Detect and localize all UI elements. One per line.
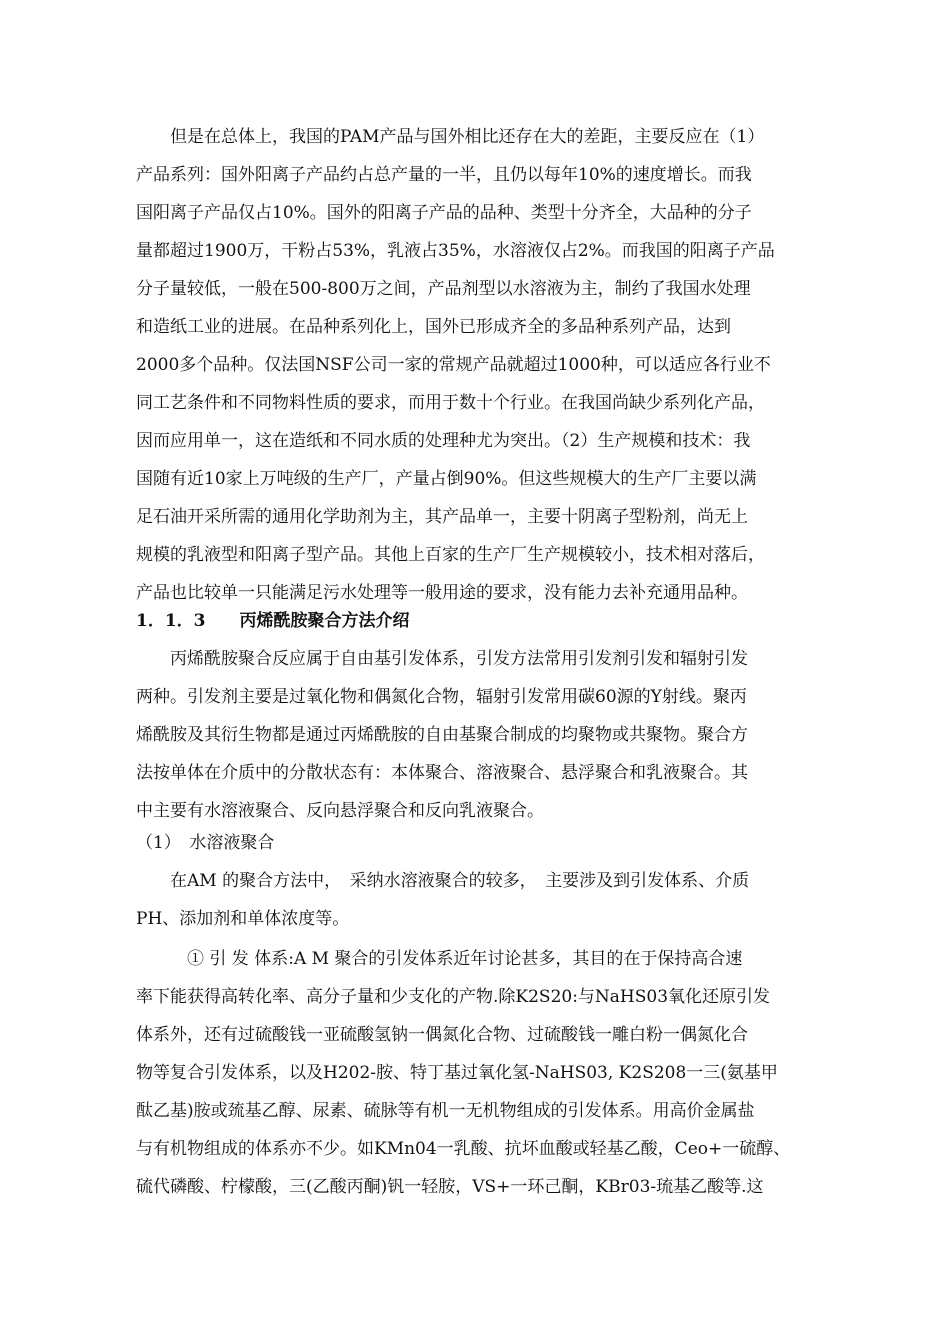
paragraph-line: 因而应用单一，这在造纸和不同水质的处理种尤为突出。（2）生产规模和技术：我 <box>136 431 751 451</box>
paragraph-line: 产品系列：国外阳离子产品约占总产量的一半，且仍以每年10%的速度增长。而我 <box>136 165 752 185</box>
paragraph-line: 同工艺条件和不同物料性质的要求，而用于数十个行业。在我国尚缺少系列化产品， <box>136 393 765 413</box>
paragraph-line: 中主要有水溶液聚合、反向悬浮聚合和反向乳液聚合。 <box>136 801 544 821</box>
paragraph-line: ① 引 发 体系:A M 聚合的引发体系近年讨论甚多，其目的在于保持高合速 <box>136 949 743 969</box>
paragraph-line: 硫代磷酸、柠檬酸，三(乙酸丙酮)钒一轻胺，VS+一环己酮，KBr03-琉基乙酸等.这 <box>136 1177 764 1197</box>
paragraph-line: 国随有近10家上万吨级的生产厂，产量占倒90%。但这些规模大的生产厂主要以满 <box>136 469 757 489</box>
paragraph-line: 烯酰胺及其衍生物都是通过丙烯酰胺的自由基聚合制成的均聚物或共聚物。聚合方 <box>136 725 748 745</box>
paragraph-line: 体系外，还有过硫酸钱一亚硫酸氢钠一偶氮化合物、过硫酸钱一雕白粉一偶氮化合 <box>136 1025 748 1045</box>
paragraph-line: 酞乙基)胺或巯基乙醇、尿素、硫脉等有机一无机物组成的引发体系。用高价金属盐 <box>136 1101 755 1121</box>
paragraph-line: 在AM 的聚合方法中， 采纳水溶液聚合的较多， 主要涉及到引发体系、介质 <box>136 871 750 891</box>
paragraph-line: 法按单体在介质中的分散状态有：本体聚合、溶液聚合、悬浮聚合和乳液聚合。其 <box>136 763 748 783</box>
section-heading: 1．1．3 丙烯酰胺聚合方法介绍 <box>136 611 410 631</box>
paragraph-line: 国阳离子产品仅占10%。国外的阳离子产品的品种、类型十分齐全，大品种的分子 <box>136 203 752 223</box>
paragraph-line: 丙烯酰胺聚合反应属于自由基引发体系，引发方法常用引发剂引发和辐射引发 <box>136 649 748 669</box>
paragraph-line: 规模的乳液型和阳离子型产品。其他上百家的生产厂生产规模较小，技术相对落后， <box>136 545 765 565</box>
paragraph-line: 率下能获得高转化率、高分子量和少支化的产物.除K2S20:与NaHS03氧化还原引发 <box>136 987 771 1007</box>
paragraph-line: 与有机物组成的体系亦不少。如KMn04一乳酸、抗坏血酸或轻基乙酸，Ceo+一硫醇、 <box>136 1139 791 1159</box>
paragraph-line: 产品也比较单一只能满足污水处理等一般用途的要求，没有能力去补充通用品种。 <box>136 583 748 603</box>
paragraph-line: 量都超过1900万，干粉占53%，乳液占35%，水溶液仅占2%。而我国的阳离子产品 <box>136 241 775 261</box>
paragraph-line: 2000多个品种。仅法国NSF公司一家的常规产品就超过1000种，可以适应各行业不 <box>136 355 771 375</box>
paragraph-line: 物等复合引发体系，以及H202-胺、特丁基过氧化氢-NaHS03, K2S208一三(氨基甲 <box>136 1063 778 1083</box>
paragraph-line: 分子量较低，一般在500-800万之间，产品剂型以水溶液为主，制约了我国水处理 <box>136 279 751 299</box>
paragraph-line: 两种。引发剂主要是过氧化物和偶氮化合物，辐射引发常用碳60源的Y射线。聚丙 <box>136 687 747 707</box>
paragraph-line: 和造纸工业的进展。在品种系列化上，国外已形成齐全的多品种系列产品，达到 <box>136 317 731 337</box>
paragraph-line: 但是在总体上，我国的PAM产品与国外相比还存在大的差距，主要反应在（1） <box>136 127 765 147</box>
paragraph-line: PH、添加剂和单体浓度等。 <box>136 909 350 929</box>
paragraph-line: 足石油开采所需的通用化学助剂为主，其产品单一，主要十阴离子型粉剂，尚无上 <box>136 507 748 527</box>
subsection-heading: （1） 水溶液聚合 <box>136 833 275 853</box>
